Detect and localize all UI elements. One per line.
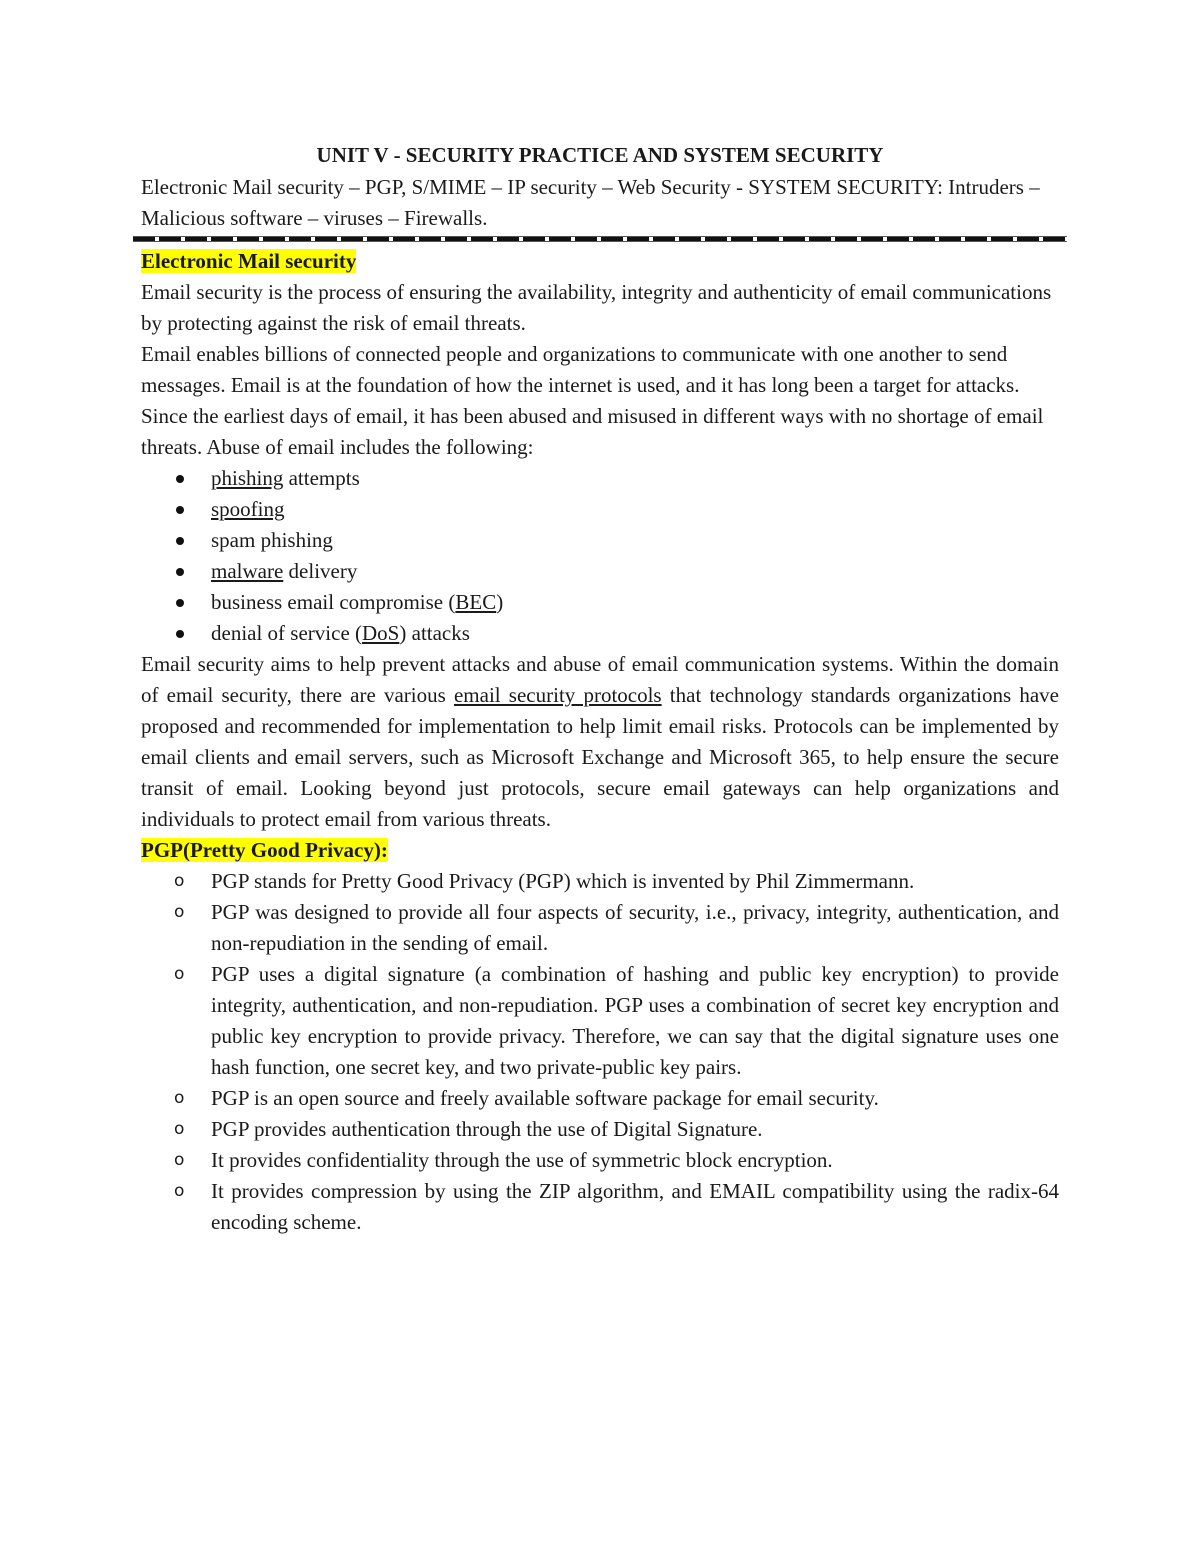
list-item (174, 1145, 1059, 1176)
phishing-link[interactable]: phishing (211, 466, 284, 490)
section-heading-email (141, 246, 1059, 277)
spoofing-link[interactable]: spoofing (211, 497, 285, 521)
pgp-heading: PGP(Pretty Good Privacy): (141, 838, 388, 862)
list-item-text: PGP was designed to provide all four aspects of security, i.e., privacy, integrity, authentication, and non-repudiation in the sending of email. (211, 900, 1059, 955)
list-item-text: ) attacks (399, 621, 470, 645)
list-item-text: PGP is an open source and freely available software package for email security. (211, 1086, 879, 1110)
paragraph-text: Email security aims to help prevent attacks and abuse of email communication systems. Within the domain of email security, there are various (141, 652, 1059, 707)
circle-bullet-icon: o (174, 1150, 185, 1170)
bullet-icon (176, 537, 184, 545)
list-item-text: PGP provides authentication through the use of Digital Signature. (211, 1117, 763, 1141)
bullet-icon (176, 630, 184, 638)
list-item (174, 866, 1059, 897)
section-divider (133, 236, 1067, 242)
list-item (174, 959, 1059, 1083)
list-item (174, 1114, 1059, 1145)
paragraph: Since the earliest days of email, it has been abused and misused in different ways with no shortage of email threats. Abuse of email includes the following: (141, 404, 1044, 459)
pgp-list (141, 866, 1059, 1238)
unit-title: UNIT V - SECURITY PRACTICE AND SYSTEM SECURITY (316, 143, 884, 167)
abuse-list (141, 463, 1059, 649)
list-item-text: spam phishing (211, 528, 333, 552)
paragraph: Email enables billions of connected people and organizations to communicate with one another to send messages. Email is at the foundation of how the internet is used, and it has long been a target for attacks. (141, 342, 1020, 397)
bullet-icon (176, 506, 184, 514)
list-item (174, 1083, 1059, 1114)
paragraph-text: that technology standards organizations have proposed and recommended for implementation to help limit email risks. Protocols can be implemented by email clients and email servers, such as Microsoft Exchange and Microsoft 365, to help ensure the secure transit of email. Looking beyond just protocols, secure email gateways can help organizations and individuals to protect email from various threats. (141, 683, 1059, 831)
email-security-heading: Electronic Mail security (141, 249, 357, 273)
list-item-text: PGP stands for Pretty Good Privacy (PGP) which is invented by Phil Zimmermann. (211, 869, 915, 893)
list-item (174, 1176, 1059, 1238)
list-item (211, 525, 1059, 556)
circle-bullet-icon: o (174, 871, 185, 891)
circle-bullet-icon: o (174, 1119, 185, 1139)
malware-link[interactable]: malware (211, 559, 284, 583)
list-item (211, 618, 1059, 649)
paragraph: Email security is the process of ensuring the availability, integrity and authenticity of email communications by protecting against the risk of email threats. (141, 280, 1052, 335)
list-item (174, 897, 1059, 959)
section-heading-pgp (141, 835, 1059, 866)
list-item (211, 556, 1059, 587)
list-item-text: It provides confidentiality through the use of symmetric block encryption. (211, 1148, 833, 1172)
list-item-text: PGP uses a digital signature (a combination of hashing and public key encryption) to provide integrity, authentication, and non-repudiation. PGP uses a combination of secret key encryption and public key encryption to provide privacy. Therefore, we can say that the digital signature uses one hash function, one secret key, and two private-public key pairs. (211, 962, 1059, 1079)
bullet-icon (176, 599, 184, 607)
list-item-text: attempts (283, 466, 360, 490)
circle-bullet-icon: o (174, 964, 185, 984)
list-item-text: It provides compression by using the ZIP algorithm, and EMAIL compatibility using the radix-64 encoding scheme. (211, 1179, 1059, 1234)
list-item-text: ) (496, 590, 504, 614)
list-item-text: business email compromise ( (211, 590, 456, 614)
list-item-text: denial of service ( (211, 621, 363, 645)
dos-link[interactable]: DoS (362, 621, 400, 645)
bullet-icon (176, 475, 184, 483)
document-page (141, 140, 1059, 1238)
bullet-icon (176, 568, 184, 576)
list-item (211, 587, 1059, 618)
list-item (211, 494, 1059, 525)
circle-bullet-icon: o (174, 902, 185, 922)
email-security-protocols-link[interactable]: email security protocols (453, 683, 662, 707)
paragraph (141, 649, 1059, 835)
circle-bullet-icon: o (174, 1181, 185, 1201)
syllabus-line: Electronic Mail security – PGP, S/MIME – IP security – Web Security - SYSTEM SECURITY: Intruders – Malicious software – viruses – Firewalls. (141, 175, 1040, 230)
bec-link[interactable]: BEC (455, 590, 497, 614)
list-item (211, 463, 1059, 494)
list-item-text: delivery (283, 559, 358, 583)
circle-bullet-icon: o (174, 1088, 185, 1108)
